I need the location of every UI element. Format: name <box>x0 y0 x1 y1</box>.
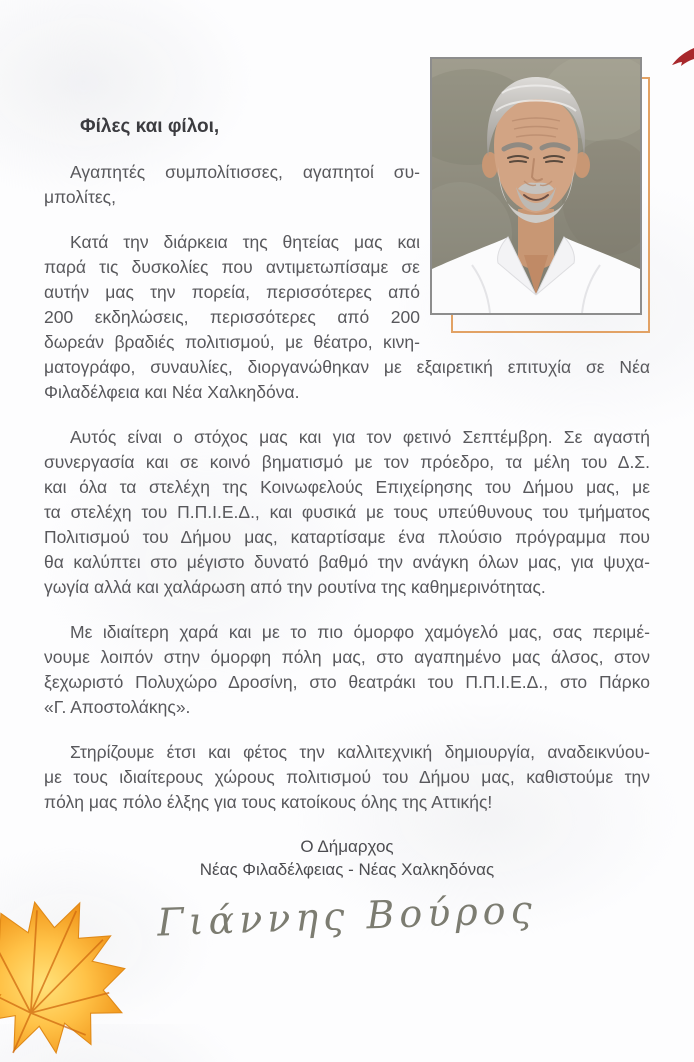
paragraph-line: πόλη μας πόλο έλξης για τους κατοίκους όλης της Αττικής! <box>44 792 493 812</box>
paragraph-line: Αγαπητές συμπολίτισσες, αγαπητοί συ- <box>70 162 420 182</box>
letter-paragraph <box>44 740 650 815</box>
paragraph-line: και όλα τα στελέχη της Κοινωφελούς Επιχείρησης του Δήμου μας, με <box>44 477 650 497</box>
paragraph-line: θα καλύπτει στο μέγιστο δυνατό βαθμό την ανάγκη όλων μας, για ψυχα- <box>44 552 650 572</box>
paragraph-line: συνεργασία και σε κοινό βηματισμό με τον πρόεδρο, τα μέλη του Δ.Σ. <box>44 452 650 472</box>
mayor-portrait-illustration <box>432 59 640 313</box>
mayor-portrait-photo <box>430 57 642 315</box>
paragraph-line: δωρεάν βραδιές πολιτισμού, με θέατρο, κινη- <box>44 332 420 352</box>
closing-role: Ο Δήμαρχος <box>300 837 394 856</box>
letter-paragraph <box>44 620 650 720</box>
paragraph-line: τα στελέχη του Π.Π.Ι.Ε.Δ., και φυσικά με τους υπεύθυνους του τμήματος <box>44 502 650 522</box>
paragraph-line: Με ιδιαίτερη χαρά και με το πιο όμορφο χαμόγελό μας, σας περιμέ- <box>70 622 650 642</box>
paragraph-line: νουμε λοιπόν στην όμορφη πόλη μας, στο αγαπημένο μας άλσος, στον <box>44 647 650 667</box>
paragraph-line: παρά τις δυσκολίες που αντιμετωπίσαμε σε <box>44 257 420 277</box>
mayor-signature: Γιάννης Βούρος <box>156 887 538 945</box>
paragraph-line: με τους ιδιαίτερους χώρους πολιτισμού του Δήμου μας, καθιστούμε την <box>44 767 650 787</box>
paragraph-line: Φιλαδέλφεια και Νέα Χαλκηδόνα. <box>44 382 300 402</box>
paragraph-line: 200 εκδηλώσεις, περισσότερες από 200 <box>44 307 420 327</box>
paragraph-line: Κατά την διάρκεια της θητείας μας και <box>70 232 420 252</box>
letter-closing <box>44 835 650 943</box>
paragraph-line: αυτήν μας την πορεία, περισσότερες από <box>44 282 420 302</box>
paragraph-line: Στηρίζουμε έτσι και φέτος την καλλιτεχνική δημιουργία, αναδεικνύου- <box>70 742 650 762</box>
paragraph-line: ξεχωριστό Πολυχώρο Δροσίνη, στο θεατράκι του Π.Π.Ι.Ε.Δ., στο Πάρκο <box>44 672 650 692</box>
paragraph-line: Πολιτισμού του Δήμου μας, καταρτίσαμε ένα πλούσιο πρόγραμμα που <box>44 527 650 547</box>
paragraph-line: γωγία αλλά και χαλάρωση από την ρουτίνα της καθημερινότητας. <box>44 577 546 597</box>
letter-heading: Φίλες και φίλοι, <box>80 116 220 137</box>
paragraph-line: Αυτός είναι ο στόχος μας και για τον φετινό Σεπτέμβρη. Σε αγαστή <box>70 427 650 447</box>
paragraph-line: ματογράφο, συναυλίες, διοργανώθηκαν με εξαιρετική επιτυχία σε Νέα <box>44 357 650 377</box>
paragraph-line: μπολίτες, <box>44 187 116 207</box>
letter-paragraph <box>44 425 650 600</box>
mayor-photo-block <box>430 57 650 333</box>
closing-municipality: Νέας Φιλαδέλφειας - Νέας Χαλκηδόνας <box>199 860 495 879</box>
paragraph-line: «Γ. Αποστολάκης». <box>44 697 191 717</box>
